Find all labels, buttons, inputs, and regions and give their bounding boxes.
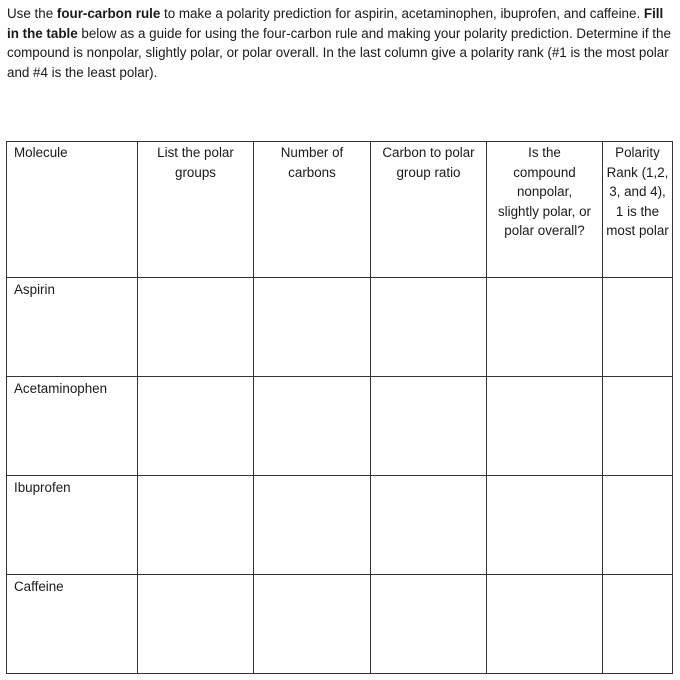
- carbons-cell[interactable]: [254, 575, 371, 674]
- polarity-worksheet-table: [6, 141, 673, 674]
- table-row: [7, 575, 673, 674]
- polarity-cell[interactable]: [487, 476, 603, 575]
- instructions-bold-fill-in-table: Fill in the table: [7, 6, 664, 41]
- header-number-of-carbons-label: Number of carbons: [280, 145, 344, 180]
- header-molecule: [7, 142, 138, 278]
- molecule-cell: Aspirin: [7, 278, 138, 377]
- table-row: [7, 278, 673, 377]
- molecule-cell: Ibuprofen: [7, 476, 138, 575]
- table-row: [7, 476, 673, 575]
- polar-groups-cell[interactable]: [138, 278, 254, 377]
- header-overall-polarity-label: Is the compound nonpolar, slightly polar, or polar overall?: [497, 145, 592, 238]
- header-carbon-ratio-label: Carbon to polar group ratio: [382, 145, 475, 180]
- instructions-text-1: Use the: [7, 6, 57, 21]
- polar-groups-cell[interactable]: [138, 377, 254, 476]
- instructions-bold-four-carbon-rule: four-carbon rule: [56, 6, 161, 21]
- carbons-cell[interactable]: [254, 278, 371, 377]
- polar-groups-cell[interactable]: [138, 575, 254, 674]
- molecule-cell: Acetaminophen: [7, 377, 138, 476]
- header-polarity-rank: [603, 142, 673, 278]
- header-number-of-carbons: [254, 142, 371, 278]
- instructions-text-3: below as a guide for using the four-carbon rule and making your polarity prediction. Determine if the compound is nonpolar, slightly polar, or polar overall. In the last column give a polarity rank (#1 is the most polar and #4 is the least polar).: [7, 25, 671, 80]
- ratio-cell[interactable]: [371, 575, 487, 674]
- header-polar-groups: [138, 142, 254, 278]
- table-header: [7, 142, 673, 278]
- header-overall-polarity: [487, 142, 603, 278]
- polarity-cell[interactable]: [487, 278, 603, 377]
- header-polarity-rank-label: Polarity Rank (1,2, 3, and 4), 1 is the most polar: [606, 145, 669, 238]
- rank-cell[interactable]: [603, 575, 673, 674]
- polarity-cell[interactable]: [487, 575, 603, 674]
- carbons-cell[interactable]: [254, 377, 371, 476]
- rank-cell[interactable]: [603, 278, 673, 377]
- table-body: [7, 278, 673, 674]
- rank-cell[interactable]: [603, 377, 673, 476]
- header-carbon-ratio: [371, 142, 487, 278]
- header-molecule-label: Molecule: [14, 145, 68, 160]
- polarity-cell[interactable]: [487, 377, 603, 476]
- header-row: [7, 142, 673, 278]
- rank-cell[interactable]: [603, 476, 673, 575]
- ratio-cell[interactable]: [371, 377, 487, 476]
- instructions-paragraph: [7, 4, 673, 82]
- polar-groups-cell[interactable]: [138, 476, 254, 575]
- header-polar-groups-label: List the polar groups: [157, 145, 234, 180]
- table-row: [7, 377, 673, 476]
- ratio-cell[interactable]: [371, 476, 487, 575]
- molecule-cell: Caffeine: [7, 575, 138, 674]
- carbons-cell[interactable]: [254, 476, 371, 575]
- ratio-cell[interactable]: [371, 278, 487, 377]
- instructions-text-2: to make a polarity prediction for aspirin, acetaminophen, ibuprofen, and caffeine.: [160, 6, 644, 21]
